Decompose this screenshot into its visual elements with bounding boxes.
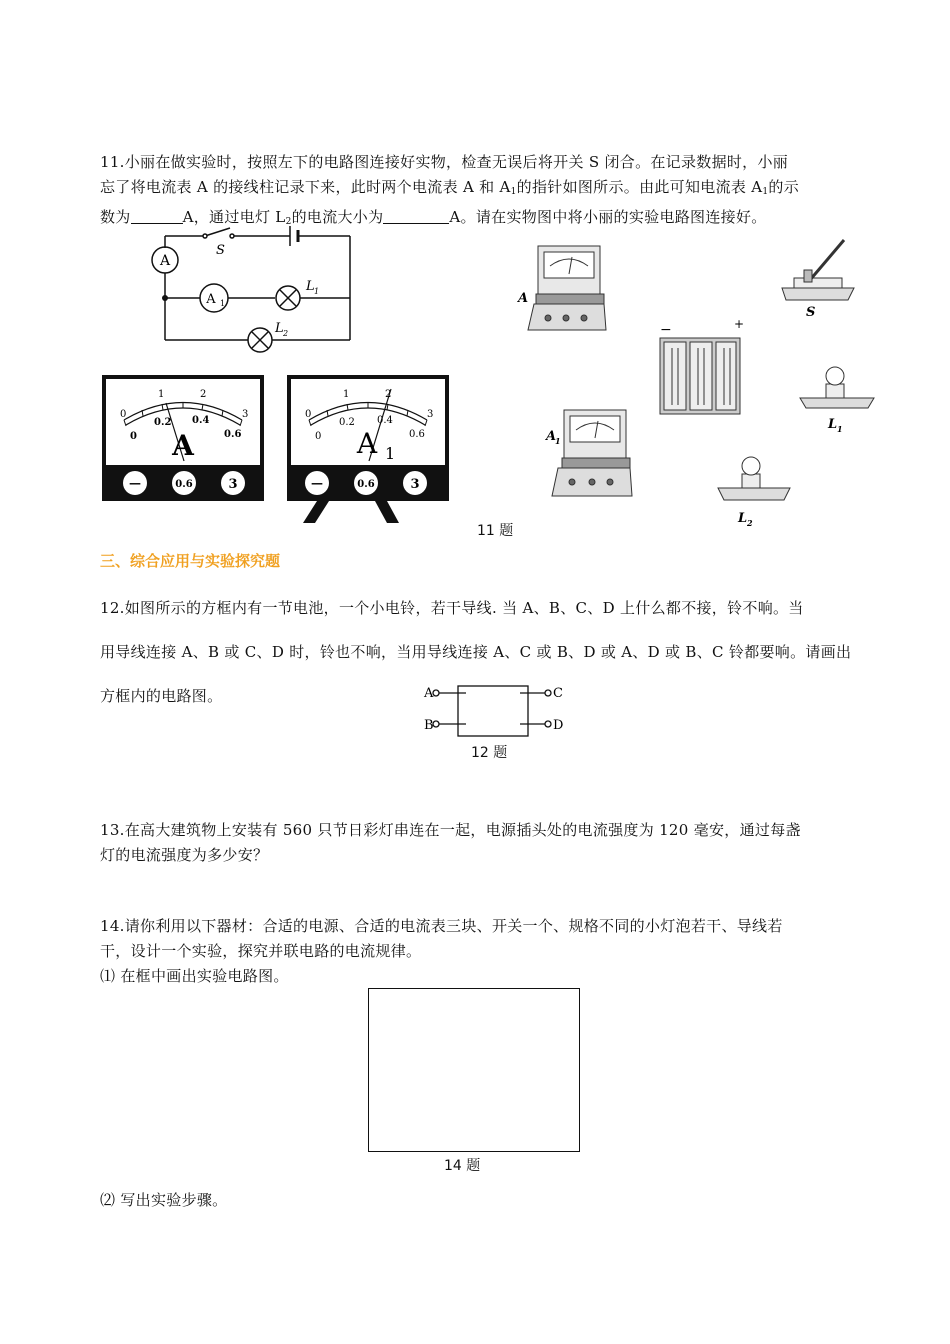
- svg-text:—: —: [311, 476, 323, 490]
- svg-text:1: 1: [837, 424, 843, 434]
- battery-minus: −: [660, 322, 672, 338]
- circuit-diagram: [140, 228, 360, 358]
- terminal-c: C: [553, 686, 563, 701]
- q13-text: [100, 818, 852, 868]
- q11-caption: 11 题: [477, 523, 514, 539]
- svg-text:3: 3: [427, 409, 434, 420]
- q14-text: [100, 914, 852, 989]
- device-l1-label: L: [828, 417, 838, 432]
- terminal-d: D: [553, 718, 564, 733]
- meter-a: [102, 375, 264, 501]
- svg-text:1: 1: [555, 436, 561, 446]
- svg-text:0.4: 0.4: [377, 415, 393, 426]
- svg-text:1: 1: [158, 389, 165, 400]
- q14-line2: 干，设计一个实验，探究并联电路的电流规律。: [100, 942, 422, 960]
- q12-caption: 12 题: [471, 745, 508, 761]
- ammeter-a1-label: A: [206, 292, 216, 307]
- terminal-minus: —: [129, 476, 141, 490]
- svg-text:0.6: 0.6: [409, 429, 425, 440]
- svg-text:2: 2: [385, 389, 392, 400]
- device-a-label: A: [518, 291, 529, 306]
- svg-text:0: 0: [315, 431, 322, 442]
- device-switch: [782, 240, 854, 300]
- svg-text:2: 2: [200, 389, 207, 400]
- q11-text: [100, 150, 852, 235]
- svg-text:1: 1: [220, 299, 226, 308]
- q14-line1: 14.请你利用以下器材：合适的电源、合适的电流表三块、开关一个、规格不同的小灯泡若干、导线若: [100, 917, 783, 935]
- q14-part1: ⑴ 在框中画出实验电路图。: [100, 967, 289, 985]
- meter-a1: [287, 375, 449, 525]
- device-s-label: S: [806, 305, 816, 320]
- q11-line2: 忘了将电流表 A 的接线柱记录下来，此时两个电流表 A 和 $A_1$的指针如图所示。由此可知电流表 $A_1$的示: [100, 178, 800, 197]
- svg-text:3: 3: [410, 477, 420, 492]
- battery-plus: +: [734, 317, 745, 331]
- svg-text:0.4: 0.4: [192, 415, 210, 426]
- svg-text:3: 3: [242, 409, 249, 420]
- terminal-a: A: [424, 686, 434, 701]
- svg-text:2: 2: [747, 518, 753, 528]
- section3-heading: 三、综合应用与实验探究题: [100, 552, 281, 570]
- device-ammeter-a: [528, 246, 606, 330]
- q14-part2: ⑵ 写出实验步骤。: [100, 1191, 228, 1209]
- device-ammeter-a1: [552, 410, 632, 496]
- q11-line1: 11.小丽在做实验时，按照左下的电路图连接好实物，检查无误后将开关 S 闭合。在记录数据时，小丽: [100, 153, 789, 171]
- terminal-3: 3: [228, 477, 238, 492]
- switch-label: S: [216, 243, 225, 258]
- q11-line3: 数为 A，通过电灯 $L_2$的电流大小为 A。请在实物图中将小丽的实验电路图连接好。: [100, 208, 767, 227]
- meter-a-name: A: [172, 429, 194, 462]
- svg-text:0.2: 0.2: [154, 417, 172, 428]
- q14-drawing-box[interactable]: [368, 988, 580, 1152]
- answer-blank-1[interactable]: [131, 207, 183, 224]
- q12-box-diagram: [420, 680, 570, 740]
- physical-devices: [510, 230, 875, 530]
- svg-text:2: 2: [283, 329, 289, 338]
- svg-text:0.6: 0.6: [224, 429, 242, 440]
- ammeter-a-label: A: [159, 253, 171, 269]
- svg-text:1: 1: [314, 287, 320, 296]
- svg-text:0: 0: [305, 409, 312, 420]
- device-lamp-l1: [800, 367, 874, 408]
- svg-text:0.6: 0.6: [357, 479, 375, 490]
- q12-line1: 12.如图所示的方框内有一节电池，一个小电铃，若干导线. 当 A、B、C、D 上什么都不接，铃不响。当: [100, 599, 804, 617]
- meter-a1-name: A: [356, 427, 378, 460]
- svg-text:1: 1: [385, 444, 396, 463]
- q12-line2: 用导线连接 A、B 或 C、D 时，铃也不响，当用导线连接 A、C 或 B、D 或 A、D 或 B、C 铃都要响。请画出: [100, 643, 852, 661]
- svg-text:0: 0: [120, 409, 127, 420]
- q12-line3: 方框内的电路图。: [100, 687, 223, 705]
- device-l2-label: L: [738, 511, 748, 526]
- device-a1-label: A: [546, 429, 557, 444]
- lamp1-label: L: [306, 279, 315, 294]
- device-lamp-l2: [718, 457, 790, 500]
- svg-text:0.2: 0.2: [339, 417, 355, 428]
- lamp2-label: L: [275, 321, 284, 336]
- q13-line2: 灯的电流强度为多少安？: [100, 846, 269, 864]
- answer-blank-2[interactable]: [383, 207, 449, 224]
- terminal-b: B: [424, 718, 434, 733]
- q13-line1: 13.在高大建筑物上安装有 560 只节日彩灯串连在一起，电源插头处的电流强度为 120 毫安，通过每盏: [100, 821, 801, 839]
- svg-text:0: 0: [130, 431, 137, 442]
- svg-text:1: 1: [343, 389, 350, 400]
- q14-caption: 14 题: [444, 1158, 481, 1174]
- terminal-06: 0.6: [175, 479, 193, 490]
- device-battery: [660, 338, 740, 414]
